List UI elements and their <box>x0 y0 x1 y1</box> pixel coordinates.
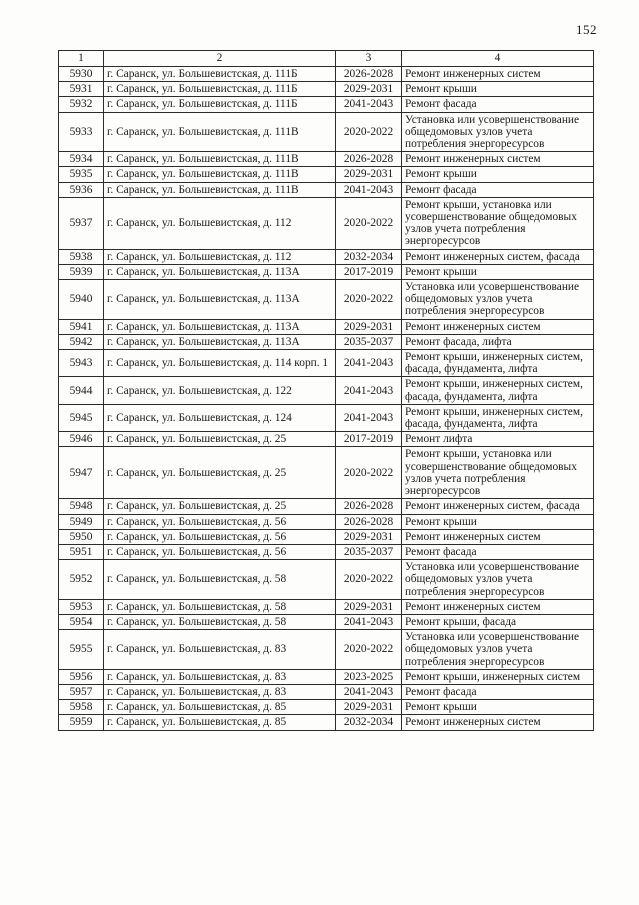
row-number: 5955 <box>59 630 104 670</box>
table-row <box>59 700 594 715</box>
row-number: 5945 <box>59 404 104 431</box>
row-work-type: Ремонт крыши, инженерных систем, фасада, фундамента, лифта <box>402 404 594 431</box>
row-address: г. Саранск, ул. Большевистская, д. 58 <box>104 560 336 600</box>
row-number: 5952 <box>59 560 104 600</box>
table-row <box>59 404 594 431</box>
column-header-3: 3 <box>336 51 402 67</box>
table-row <box>59 334 594 349</box>
row-work-type: Ремонт крыши, инженерных систем <box>402 669 594 684</box>
row-number: 5953 <box>59 599 104 614</box>
table-row <box>59 432 594 447</box>
row-work-type: Ремонт инженерных систем <box>402 715 594 730</box>
table-row <box>59 614 594 629</box>
table-body <box>59 67 594 731</box>
table-row <box>59 67 594 82</box>
row-address: г. Саранск, ул. Большевистская, д. 58 <box>104 599 336 614</box>
row-address: г. Саранск, ул. Большевистская, д. 111В <box>104 152 336 167</box>
row-work-type: Ремонт крыши <box>402 82 594 97</box>
row-number: 5930 <box>59 67 104 82</box>
row-address: г. Саранск, ул. Большевистская, д. 83 <box>104 684 336 699</box>
row-work-type: Ремонт крыши, инженерных систем, фасада, фундамента, лифта <box>402 350 594 377</box>
row-work-type: Ремонт крыши, инженерных систем, фасада, фундамента, лифта <box>402 377 594 404</box>
row-work-type: Ремонт инженерных систем <box>402 67 594 82</box>
row-work-type: Ремонт крыши <box>402 264 594 279</box>
row-period: 2029-2031 <box>336 82 402 97</box>
row-work-type: Ремонт инженерных систем <box>402 529 594 544</box>
table-row <box>59 529 594 544</box>
row-work-type: Установка или усовершенствование общедомовых узлов учета потребления энергоресурсов <box>402 112 594 152</box>
table-row <box>59 249 594 264</box>
row-address: г. Саранск, ул. Большевистская, д. 25 <box>104 447 336 499</box>
row-period: 2020-2022 <box>336 630 402 670</box>
column-header-4: 4 <box>402 51 594 67</box>
row-period: 2029-2031 <box>336 319 402 334</box>
row-period: 2041-2043 <box>336 350 402 377</box>
row-address: г. Саранск, ул. Большевистская, д. 111В <box>104 112 336 152</box>
row-number: 5940 <box>59 280 104 320</box>
column-header-2: 2 <box>104 51 336 67</box>
row-address: г. Саранск, ул. Большевистская, д. 122 <box>104 377 336 404</box>
row-work-type: Ремонт фасада <box>402 182 594 197</box>
row-period: 2020-2022 <box>336 560 402 600</box>
row-number: 5942 <box>59 334 104 349</box>
row-number: 5947 <box>59 447 104 499</box>
row-period: 2041-2043 <box>336 97 402 112</box>
row-address: г. Саранск, ул. Большевистская, д. 112 <box>104 249 336 264</box>
row-work-type: Ремонт крыши, фасада <box>402 614 594 629</box>
row-address: г. Саранск, ул. Большевистская, д. 83 <box>104 669 336 684</box>
row-address: г. Саранск, ул. Большевистская, д. 25 <box>104 499 336 514</box>
row-work-type: Ремонт фасада <box>402 544 594 559</box>
row-number: 5937 <box>59 197 104 249</box>
row-number: 5959 <box>59 715 104 730</box>
table-row <box>59 280 594 320</box>
row-work-type: Ремонт инженерных систем <box>402 319 594 334</box>
table-row <box>59 264 594 279</box>
row-address: г. Саранск, ул. Большевистская, д. 85 <box>104 715 336 730</box>
row-address: г. Саранск, ул. Большевистская, д. 111Б <box>104 97 336 112</box>
row-number: 5935 <box>59 167 104 182</box>
table-row <box>59 197 594 249</box>
row-period: 2041-2043 <box>336 377 402 404</box>
row-number: 5950 <box>59 529 104 544</box>
row-number: 5938 <box>59 249 104 264</box>
row-number: 5956 <box>59 669 104 684</box>
page-number: 152 <box>576 22 597 37</box>
row-period: 2041-2043 <box>336 182 402 197</box>
row-period: 2017-2019 <box>336 264 402 279</box>
row-address: г. Саранск, ул. Большевистская, д. 56 <box>104 514 336 529</box>
column-header-1: 1 <box>59 51 104 67</box>
row-address: г. Саранск, ул. Большевистская, д. 111В <box>104 182 336 197</box>
table-row <box>59 514 594 529</box>
table-row <box>59 350 594 377</box>
table-row <box>59 669 594 684</box>
row-period: 2041-2043 <box>336 684 402 699</box>
row-number: 5932 <box>59 97 104 112</box>
row-work-type: Ремонт лифта <box>402 432 594 447</box>
row-number: 5939 <box>59 264 104 279</box>
row-period: 2035-2037 <box>336 544 402 559</box>
table-row <box>59 560 594 600</box>
row-address: г. Саранск, ул. Большевистская, д. 56 <box>104 544 336 559</box>
row-period: 2026-2028 <box>336 67 402 82</box>
row-period: 2017-2019 <box>336 432 402 447</box>
row-work-type: Ремонт крыши, установка или усовершенствование общедомовых узлов учета потребления энергоресурсов <box>402 197 594 249</box>
row-address: г. Саранск, ул. Большевистская, д. 58 <box>104 614 336 629</box>
table-row <box>59 182 594 197</box>
row-work-type: Установка или усовершенствование общедомовых узлов учета потребления энергоресурсов <box>402 280 594 320</box>
row-number: 5933 <box>59 112 104 152</box>
row-period: 2041-2043 <box>336 614 402 629</box>
row-work-type: Ремонт инженерных систем <box>402 152 594 167</box>
table-row <box>59 152 594 167</box>
row-period: 2026-2028 <box>336 499 402 514</box>
table-row <box>59 630 594 670</box>
row-address: г. Саранск, ул. Большевистская, д. 85 <box>104 700 336 715</box>
table-row <box>59 167 594 182</box>
row-number: 5936 <box>59 182 104 197</box>
row-work-type: Ремонт крыши, установка или усовершенствование общедомовых узлов учета потребления энергоресурсов <box>402 447 594 499</box>
row-work-type: Ремонт инженерных систем, фасада <box>402 499 594 514</box>
row-period: 2020-2022 <box>336 197 402 249</box>
row-number: 5949 <box>59 514 104 529</box>
row-number: 5958 <box>59 700 104 715</box>
row-work-type: Ремонт фасада <box>402 97 594 112</box>
row-work-type: Ремонт фасада <box>402 684 594 699</box>
row-number: 5954 <box>59 614 104 629</box>
row-address: г. Саранск, ул. Большевистская, д. 111Б <box>104 82 336 97</box>
row-address: г. Саранск, ул. Большевистская, д. 113А <box>104 334 336 349</box>
table-row <box>59 499 594 514</box>
row-number: 5948 <box>59 499 104 514</box>
row-period: 2026-2028 <box>336 152 402 167</box>
row-period: 2035-2037 <box>336 334 402 349</box>
row-period: 2020-2022 <box>336 447 402 499</box>
row-address: г. Саранск, ул. Большевистская, д. 111В <box>104 167 336 182</box>
row-number: 5943 <box>59 350 104 377</box>
row-work-type: Ремонт инженерных систем, фасада <box>402 249 594 264</box>
row-address: г. Саранск, ул. Большевистская, д. 56 <box>104 529 336 544</box>
row-address: г. Саранск, ул. Большевистская, д. 112 <box>104 197 336 249</box>
row-period: 2020-2022 <box>336 112 402 152</box>
row-number: 5946 <box>59 432 104 447</box>
row-period: 2041-2043 <box>336 404 402 431</box>
row-number: 5931 <box>59 82 104 97</box>
table-row <box>59 82 594 97</box>
row-period: 2029-2031 <box>336 700 402 715</box>
row-period: 2029-2031 <box>336 167 402 182</box>
row-address: г. Саранск, ул. Большевистская, д. 113А <box>104 280 336 320</box>
row-address: г. Саранск, ул. Большевистская, д. 113А <box>104 319 336 334</box>
row-address: г. Саранск, ул. Большевистская, д. 111Б <box>104 67 336 82</box>
table-row <box>59 112 594 152</box>
row-work-type: Ремонт крыши <box>402 700 594 715</box>
table-row <box>59 377 594 404</box>
row-number: 5944 <box>59 377 104 404</box>
table-row <box>59 319 594 334</box>
row-period: 2029-2031 <box>336 599 402 614</box>
row-period: 2023-2025 <box>336 669 402 684</box>
row-period: 2032-2034 <box>336 249 402 264</box>
row-number: 5957 <box>59 684 104 699</box>
capital-repair-table <box>58 50 594 731</box>
row-number: 5951 <box>59 544 104 559</box>
row-address: г. Саранск, ул. Большевистская, д. 83 <box>104 630 336 670</box>
table-row <box>59 544 594 559</box>
table-row <box>59 97 594 112</box>
row-work-type: Установка или усовершенствование общедомовых узлов учета потребления энергоресурсов <box>402 630 594 670</box>
row-period: 2020-2022 <box>336 280 402 320</box>
row-address: г. Саранск, ул. Большевистская, д. 113А <box>104 264 336 279</box>
row-work-type: Ремонт крыши <box>402 167 594 182</box>
table-row <box>59 447 594 499</box>
table-header-row <box>59 51 594 67</box>
row-work-type: Ремонт инженерных систем <box>402 599 594 614</box>
row-work-type: Ремонт крыши <box>402 514 594 529</box>
table-row <box>59 715 594 730</box>
row-work-type: Установка или усовершенствование общедомовых узлов учета потребления энергоресурсов <box>402 560 594 600</box>
row-period: 2026-2028 <box>336 514 402 529</box>
row-address: г. Саранск, ул. Большевистская, д. 114 корп. 1 <box>104 350 336 377</box>
table-row <box>59 684 594 699</box>
row-address: г. Саранск, ул. Большевистская, д. 25 <box>104 432 336 447</box>
row-period: 2032-2034 <box>336 715 402 730</box>
row-number: 5934 <box>59 152 104 167</box>
row-address: г. Саранск, ул. Большевистская, д. 124 <box>104 404 336 431</box>
row-number: 5941 <box>59 319 104 334</box>
row-period: 2029-2031 <box>336 529 402 544</box>
table-row <box>59 599 594 614</box>
row-work-type: Ремонт фасада, лифта <box>402 334 594 349</box>
